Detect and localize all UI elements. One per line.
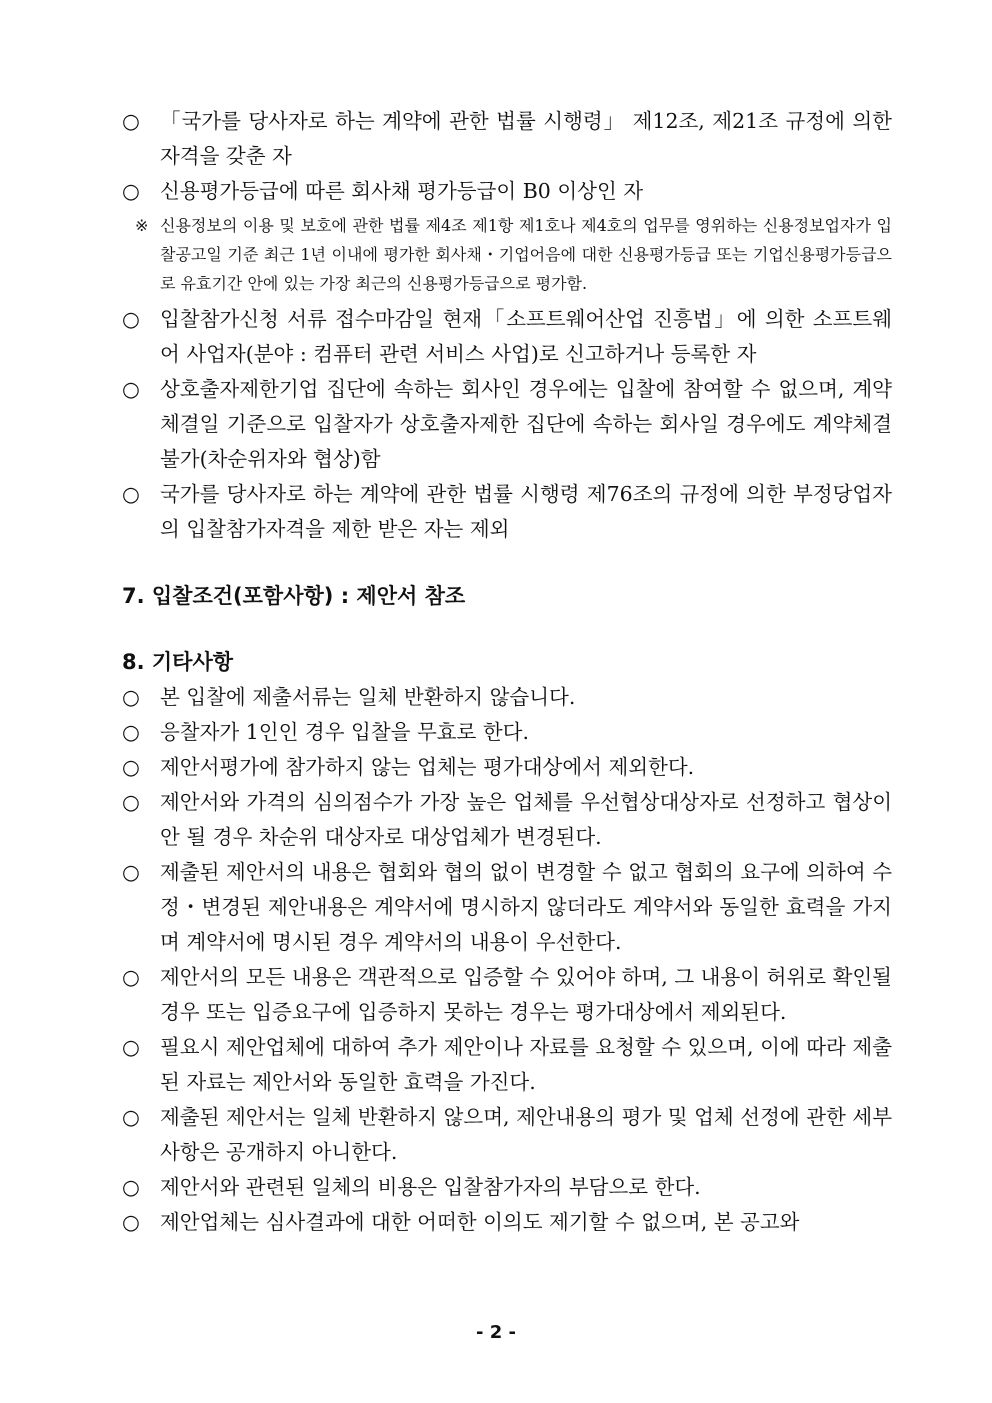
list-item-text: 제안서평가에 참가하지 않는 업체는 평가대상에서 제외한다. (160, 755, 695, 779)
list-item-text: 신용평가등급에 따른 회사채 평가등급이 B0 이상인 자 (160, 179, 644, 203)
bullet-circle-icon: ○ (122, 307, 140, 331)
list-item-text: 국가를 당사자로 하는 계약에 관한 법률 시행령 제76조의 규정에 의한 부정당업자의 입찰참가자격을 제한 받은 자는 제외 (160, 482, 892, 541)
list-item (122, 960, 892, 1030)
bullet-circle-icon: ○ (122, 1175, 140, 1199)
list-item (122, 715, 892, 750)
bullet-circle-icon: ○ (122, 179, 140, 203)
list-item-text: 본 입찰에 제출서류는 일체 반환하지 않습니다. (160, 685, 576, 709)
list-item-text: 제안업체는 심사결과에 대한 어떠한 이의도 제기할 수 없으며, 본 공고와 (160, 1210, 800, 1234)
list-item (122, 302, 892, 372)
bullet-circle-icon: ○ (122, 1210, 140, 1234)
list-item (122, 1100, 892, 1170)
list-item-text: 응찰자가 1인인 경우 입찰을 무효로 한다. (160, 720, 529, 744)
list-item (122, 785, 892, 855)
list-item-text: 제안서와 가격의 심의점수가 가장 높은 업체를 우선협상대상자로 선정하고 협상이 안 될 경우 차순위 대상자로 대상업체가 변경된다. (160, 790, 892, 849)
section-8-title: 8. 기타사항 (122, 650, 234, 674)
list-item (122, 372, 892, 477)
list-item (122, 174, 892, 209)
list-item (122, 750, 892, 785)
bullet-circle-icon: ○ (122, 965, 140, 989)
list-item-text: 제출된 제안서의 내용은 협회와 협의 없이 변경할 수 없고 협회의 요구에 의하여 수정・변경된 제안내용은 계약서에 명시하지 않더라도 계약서와 동일한 효력을 가지며 계약서에 명시된 경우 계약서의 내용이 우선한다. (160, 860, 892, 954)
bullet-circle-icon: ○ (122, 482, 140, 506)
list-item-text: 제출된 제안서는 일체 반환하지 않으며, 제안내용의 평가 및 업체 선정에 관한 세부사항은 공개하지 아니한다. (160, 1105, 892, 1164)
bullet-circle-icon: ○ (122, 685, 140, 709)
bullet-circle-icon: ○ (122, 1105, 140, 1129)
bullet-circle-icon: ○ (122, 377, 140, 401)
reference-note (122, 211, 892, 298)
list-item-text: 「국가를 당사자로 하는 계약에 관한 법률 시행령」 제12조, 제21조 규정에 의한 자격을 갖춘 자 (160, 109, 892, 168)
bullet-circle-icon: ○ (122, 109, 140, 133)
document-body (122, 104, 892, 1240)
page-number: - 2 - (476, 1322, 516, 1343)
list-item-text: 입찰참가신청 서류 접수마감일 현재「소프트웨어산업 진흥법」에 의한 소프트웨어 사업자(분야 : 컴퓨터 관련 서비스 사업)로 신고하거나 등록한 자 (160, 307, 892, 366)
bullet-circle-icon: ○ (122, 790, 140, 814)
list-item-text: 제안서와 관련된 일체의 비용은 입찰참가자의 부담으로 한다. (160, 1175, 701, 1199)
list-item (122, 1170, 892, 1205)
bullet-circle-icon: ○ (122, 1035, 140, 1059)
list-item-text: 제안서의 모든 내용은 객관적으로 입증할 수 있어야 하며, 그 내용이 허위로 확인될 경우 또는 입증요구에 입증하지 못하는 경우는 평가대상에서 제외된다. (160, 965, 892, 1024)
reference-mark-icon: ※ (135, 216, 149, 235)
bullet-circle-icon: ○ (122, 755, 140, 779)
note-text: 신용정보의 이용 및 보호에 관한 법률 제4조 제1항 제1호나 제4호의 업무를 영위하는 신용정보업자가 입찰공고일 기준 최근 1년 이내에 평가한 회사채・기업어음에 대한 신용평가등급 또는 기업신용평가등급으로 유효기간 안에 있는 가장 최근의 신용평가등급으로 평가함. (160, 216, 892, 293)
list-item (122, 680, 892, 715)
list-item (122, 104, 892, 174)
list-item (122, 477, 892, 547)
list-item-text: 필요시 제안업체에 대하여 추가 제안이나 자료를 요청할 수 있으며, 이에 따라 제출된 자료는 제안서와 동일한 효력을 가진다. (160, 1035, 892, 1094)
list-item-text: 상호출자제한기업 집단에 속하는 회사인 경우에는 입찰에 참여할 수 없으며, 계약체결일 기준으로 입찰자가 상호출자제한 집단에 속하는 회사일 경우에도 계약체결 불가(차순위자와 협상)함 (160, 377, 892, 471)
list-item (122, 1030, 892, 1100)
list-item (122, 1205, 892, 1240)
list-item (122, 855, 892, 960)
bullet-circle-icon: ○ (122, 720, 140, 744)
section-7-title: 7. 입찰조건(포함사항) : 제안서 참조 (122, 584, 466, 608)
bullet-circle-icon: ○ (122, 860, 140, 884)
